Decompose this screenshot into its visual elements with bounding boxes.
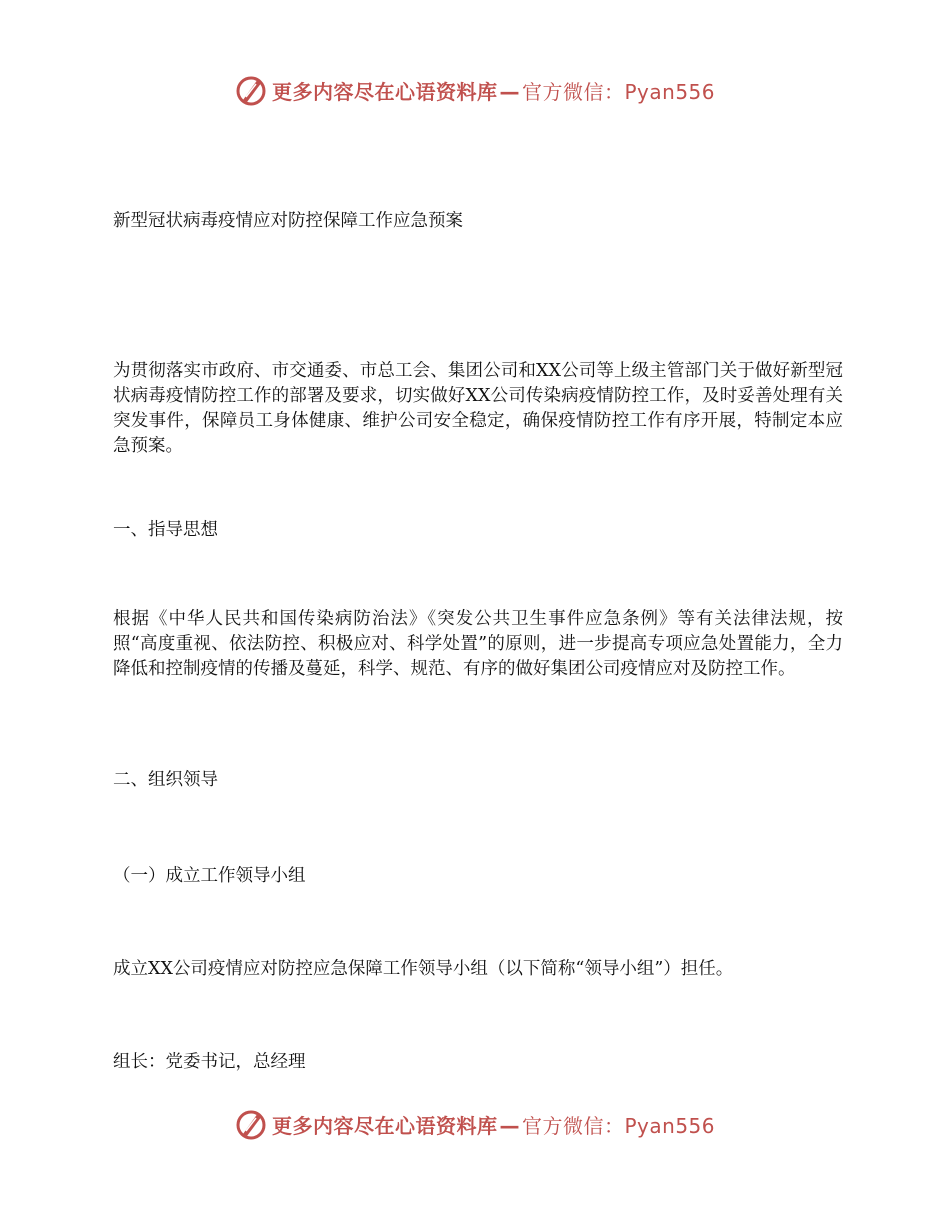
banner-account: Pyan556 bbox=[624, 79, 716, 104]
banner-slogan: 更多内容尽在心语资料库 bbox=[272, 79, 498, 104]
footer-banner bbox=[234, 1106, 715, 1142]
intro-paragraph: 为贯彻落实市政府、市交通委、市总工会、集团公司和XX公司等上级主管部门关于做好新型冠状病毒疫情防控工作的部署及要求，切实做好XX公司传染病疫情防控工作，及时妥善处理有关突发事件，保障员工身体健康、维护公司安全稳定，确保疫情防控工作有序开展，特制定本应急预案。 bbox=[113, 361, 843, 456]
banner-wechat-label: 官方微信： bbox=[522, 1113, 625, 1138]
header-banner bbox=[234, 72, 715, 108]
banner-account: Pyan556 bbox=[624, 1113, 716, 1138]
subsection-heading-leading-group: （一）成立工作领导小组 bbox=[113, 866, 306, 886]
group-leader-line: 组长：党委书记，总经理 bbox=[113, 1052, 306, 1072]
banner-slogan: 更多内容尽在心语资料库 bbox=[272, 1113, 498, 1138]
quill-pen-logo-icon bbox=[234, 73, 268, 107]
quill-pen-logo-icon bbox=[234, 1107, 268, 1141]
document-title: 新型冠状病毒疫情应对防控保障工作应急预案 bbox=[113, 211, 463, 231]
banner-dash: — bbox=[499, 79, 520, 104]
banner-wechat-label: 官方微信： bbox=[522, 79, 625, 104]
leading-group-paragraph: 成立XX公司疫情应对防控应急保障工作领导小组（以下简称“领导小组”）担任。 bbox=[113, 959, 734, 979]
section-heading-organization: 二、组织领导 bbox=[113, 770, 218, 790]
guiding-ideology-paragraph: 根据《中华人民共和国传染病防治法》《突发公共卫生事件应急条例》等有关法律法规，按照“高度重视、依法防控、积极应对、科学处置”的原则，进一步提高专项应急处置能力，全力降低和控制疫情的传播及蔓延，科学、规范、有序的做好集团公司疫情应对及防控工作。 bbox=[113, 609, 843, 679]
banner-dash: — bbox=[499, 1113, 520, 1138]
banner-text bbox=[272, 76, 715, 105]
section-heading-guiding-ideology: 一、指导思想 bbox=[113, 520, 218, 540]
banner-text bbox=[272, 1110, 715, 1139]
